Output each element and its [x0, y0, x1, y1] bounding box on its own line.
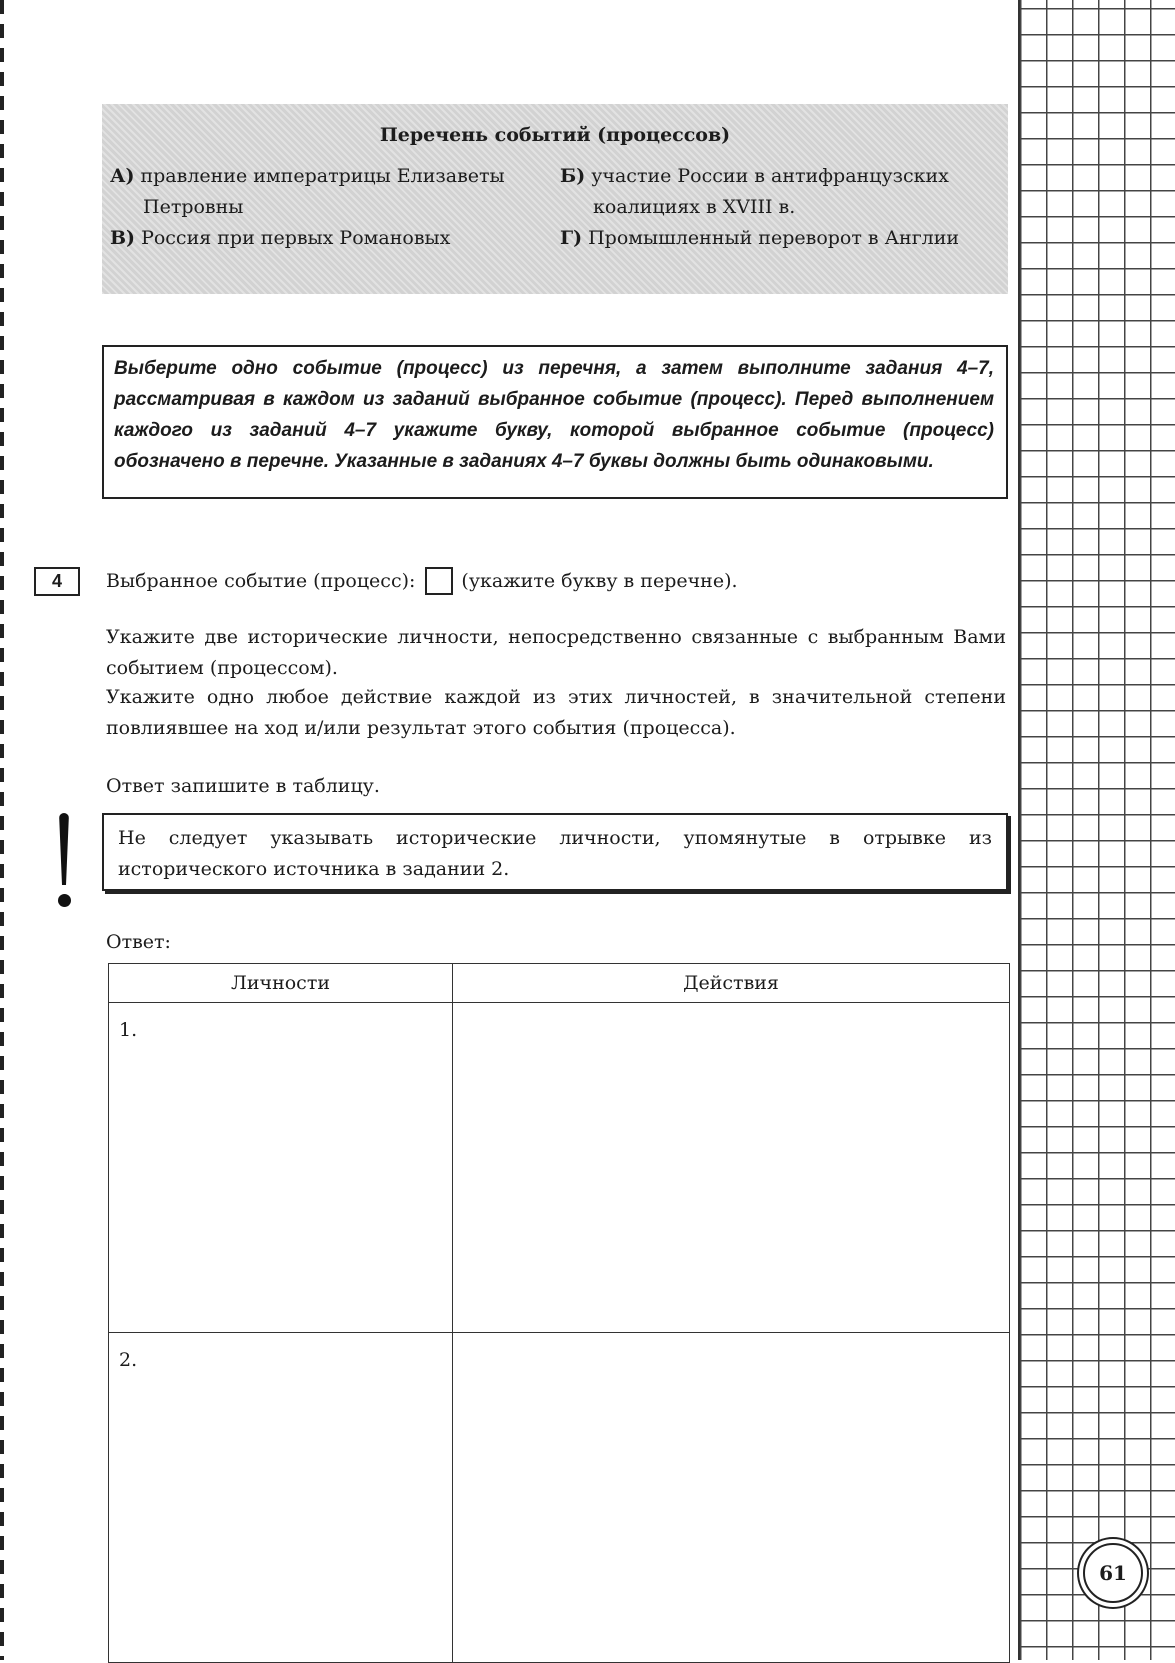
events-list-box [102, 104, 1008, 294]
column-header-actions: Действия [453, 964, 1010, 1003]
event-letter: Г) [560, 227, 583, 249]
event-letter: А) [110, 165, 135, 187]
selected-event-label: Выбранное событие (процесс): [106, 570, 416, 592]
event-text: Россия при первых Романовых [141, 227, 451, 249]
column-header-persons: Личности [109, 964, 453, 1003]
selected-event-line [106, 566, 738, 596]
event-item-a [110, 161, 550, 223]
cut-line [0, 0, 4, 1660]
note-box: Не следует указывать исторические личности, упомянутые в отрывке из исторического источника в задании 2. [102, 813, 1008, 891]
event-item-v [110, 223, 550, 254]
exclamation-icon [56, 813, 72, 909]
event-letter: Б) [560, 165, 586, 187]
answer-label: Ответ: [106, 931, 171, 953]
selected-letter-box[interactable] [425, 567, 453, 595]
events-list-title: Перечень событий (процессов) [379, 124, 731, 146]
task-paragraph: Укажите две исторические личности, непосредственно связанные с выбранным Вами событием (процессом). [106, 626, 1006, 679]
person-cell[interactable]: 1. [109, 1003, 453, 1333]
action-cell[interactable] [453, 1333, 1010, 1663]
task-number: 4 [34, 567, 80, 596]
action-cell[interactable] [453, 1003, 1010, 1333]
answer-grid-margin [1018, 0, 1175, 1660]
page-number: 61 [1083, 1543, 1143, 1603]
event-item-b [560, 161, 1004, 223]
event-text: участие России в антифранцузских коалициях в XVIII в. [591, 165, 949, 218]
event-text: правление императрицы Елизаветы Петровны [140, 165, 505, 218]
table-header-row [109, 964, 1010, 1003]
event-item-g [560, 223, 1004, 254]
answer-table [108, 963, 1010, 1663]
selected-event-hint: (укажите букву в перечне). [461, 570, 738, 592]
table-row [109, 1003, 1010, 1333]
task-paragraph: Укажите одно любое действие каждой из этих личностей, в значительной степени повлиявшее на ход и/или результат этого события (процесса). [106, 686, 1006, 739]
event-letter: В) [110, 227, 136, 249]
person-cell[interactable]: 2. [109, 1333, 453, 1663]
task-paragraph: Ответ запишите в таблицу. [106, 775, 380, 797]
instruction-box: Выберите одно событие (процесс) из перечня, а затем выполните задания 4–7, рассматривая в каждом из заданий выбранное событие (процесс). Перед выполнением каждого из заданий 4–7 укажите букву, которой выбранное событие (процесс) обозначено в перечне. Указанные в заданиях 4–7 буквы должны быть одинаковыми. [102, 345, 1008, 499]
event-text: Промышленный переворот в Англии [588, 227, 960, 249]
table-row [109, 1333, 1010, 1663]
